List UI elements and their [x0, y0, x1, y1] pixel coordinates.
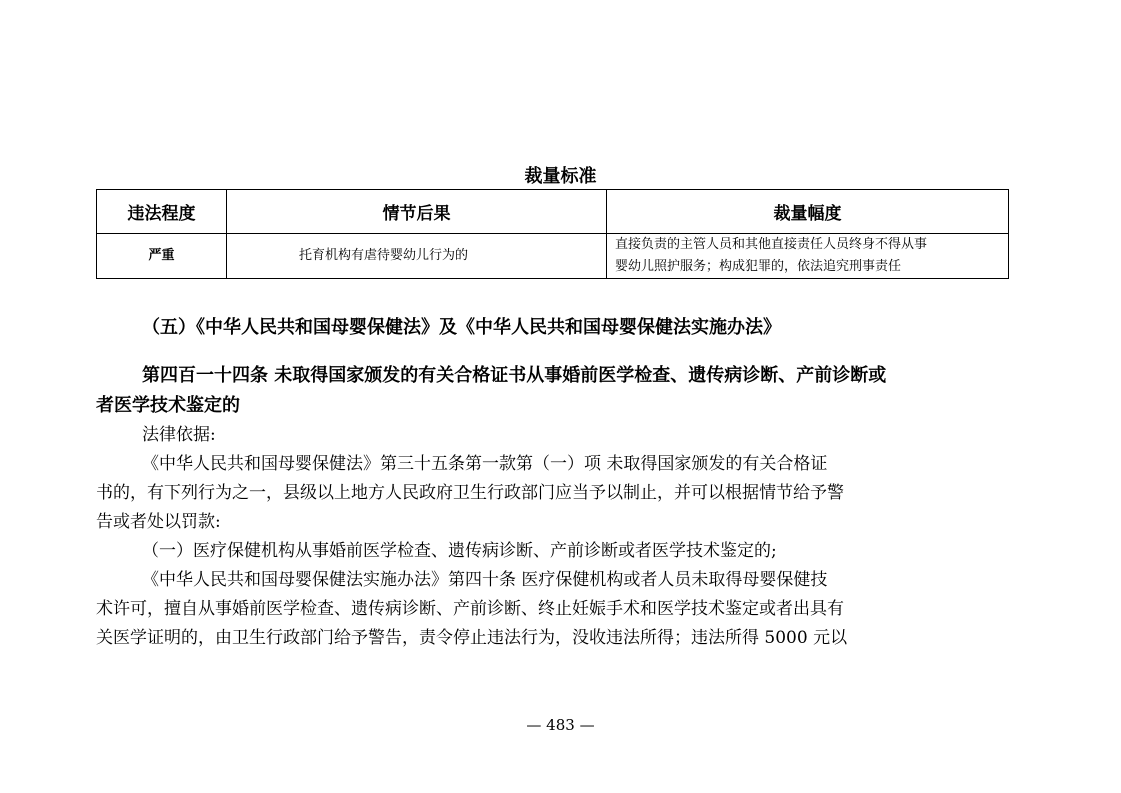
- legal-basis-label: 法律依据:: [142, 425, 216, 445]
- paragraph-line: 告或者处以罚款:: [96, 512, 221, 532]
- page-number: — 483 —: [526, 716, 595, 734]
- column-header-degree: 违法程度: [97, 190, 227, 234]
- table-row: [97, 234, 1009, 279]
- discretion-standard-table: [96, 189, 1009, 279]
- paragraph-line: 关医学证明的，由卫生行政部门给予警告，责令停止违法行为，没收违法所得；违法所得 5000 元以: [96, 628, 848, 648]
- column-header-penalty: 裁量幅度: [607, 190, 1009, 234]
- section-heading: （五）《中华人民共和国母婴保健法》及《中华人民共和国母婴保健法实施办法》: [142, 317, 781, 338]
- cell-circumstance: 托育机构有虐待婴幼儿行为的: [227, 234, 607, 279]
- cell-penalty-line: 婴幼儿照护服务；构成犯罪的，依法追究刑事责任: [615, 259, 902, 274]
- table-caption: 裁量标准: [524, 166, 597, 187]
- table-header-row: [97, 190, 1009, 234]
- cell-degree: 严重: [97, 234, 227, 279]
- paragraph-line: 书的，有下列行为之一，县级以上地方人民政府卫生行政部门应当予以制止，并可以根据情节给予警: [96, 483, 844, 503]
- cell-penalty: [607, 234, 1009, 279]
- paragraph-line: 《中华人民共和国母婴保健法》第三十五条第一款第（一）项 未取得国家颁发的有关合格证: [142, 454, 828, 474]
- paragraph-line: 《中华人民共和国母婴保健法实施办法》第四十条 医疗保健机构或者人员未取得母婴保健技: [142, 570, 828, 590]
- paragraph-line: 术许可，擅自从事婚前医学检查、遗传病诊断、产前诊断、终止妊娠手术和医学技术鉴定或者出具有: [96, 599, 844, 619]
- article-title-line: 者医学技术鉴定的: [96, 395, 240, 416]
- cell-penalty-line: 直接负责的主管人员和其他直接责任人员终身不得从事: [615, 237, 928, 252]
- article-title-line: 第四百一十四条 未取得国家颁发的有关合格证书从事婚前医学检查、遗传病诊断、产前诊断或: [142, 365, 887, 386]
- paragraph-line: （一）医疗保健机构从事婚前医学检查、遗传病诊断、产前诊断或者医学技术鉴定的;: [142, 541, 777, 561]
- column-header-circumstance: 情节后果: [227, 190, 607, 234]
